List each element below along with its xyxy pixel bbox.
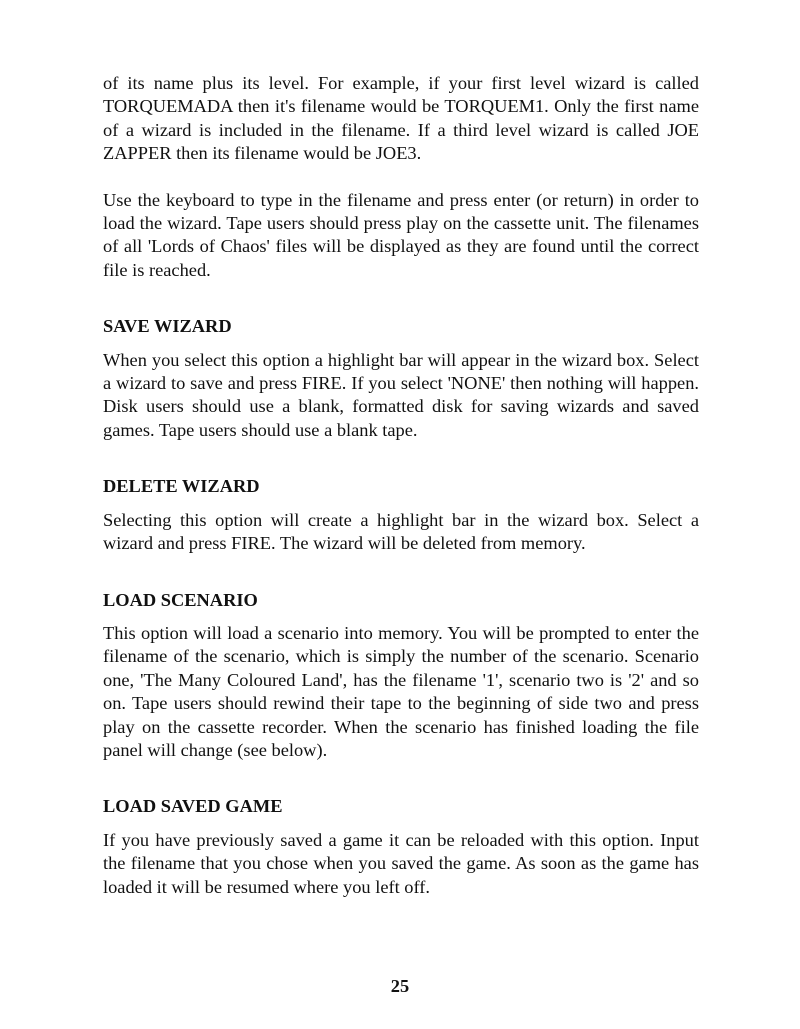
heading-save-wizard: SAVE WIZARD [103, 316, 232, 337]
heading-load-scenario: LOAD SCENARIO [103, 589, 258, 610]
paragraph-load-scenario: This option will load a scenario into memory. You will be prompted to enter the filename of the scenario, which is simply the number of the scenario. Scenario one, 'The Many Coloured Land', has the filename '1', scenario two is '2' and so on. Tape users should rewind their tape to the beginning of side two and press play on the cassette recorder. When the scenario has finished loading the file panel will change (see below). [103, 622, 699, 760]
paragraph-delete-wizard: Selecting this option will create a highlight bar in the wizard box. Select a wizard and press FIRE. The wizard will be deleted from memory. [103, 509, 699, 554]
heading-delete-wizard: DELETE WIZARD [103, 476, 260, 497]
intro-paragraph-filename-format: of its name plus its level. For example, if your first level wizard is called TORQUEMADA then it's filename would be TORQUEM1. Only the first name of a wizard is included in the filename. If a third level wizard is called JOE ZAPPER then its filename would be JOE3. [103, 73, 699, 164]
page-number: 25 [390, 976, 410, 996]
paragraph-save-wizard: When you select this option a highlight bar will appear in the wizard box. Select a wizard to save and press FIRE. If you select 'NONE' then nothing will happen. Disk users should use a blank, formatted disk for saving wizards and saved games. Tape users should use a blank tape. [103, 349, 699, 440]
heading-load-saved-game: LOAD SAVED GAME [103, 796, 283, 817]
intro-paragraph-loading-instructions: Use the keyboard to type in the filename and press enter (or return) in order to load the wizard. Tape users should press play on the cassette unit. The filenames of all 'Lords of Chaos' files will be displayed as they are found until the correct file is reached. [103, 189, 699, 280]
paragraph-load-saved-game: If you have previously saved a game it can be reloaded with this option. Input the filename that you chose when you saved the game. As soon as the game has loaded it will be resumed where you left off. [103, 829, 699, 897]
manual-page [103, 72, 699, 899]
